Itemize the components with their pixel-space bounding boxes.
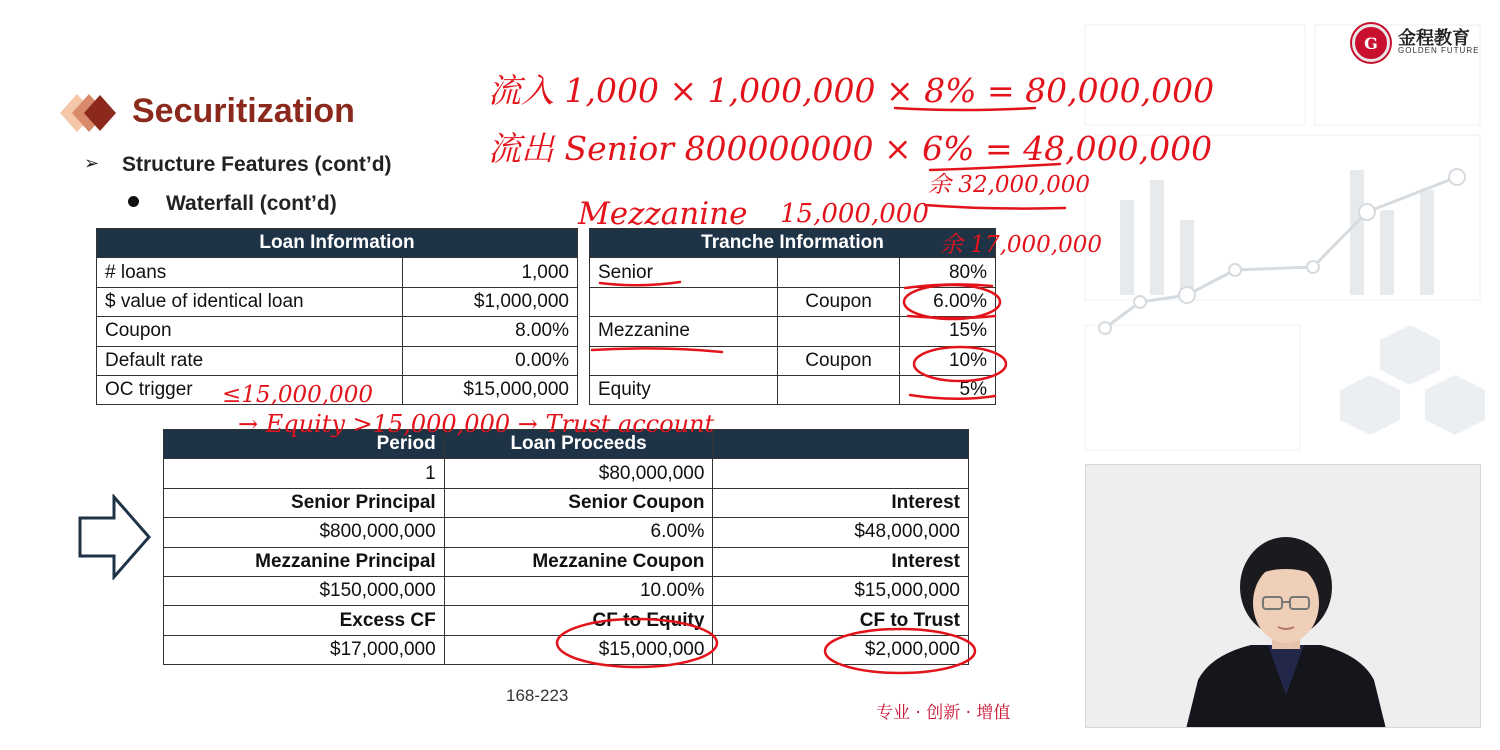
annotation-mezz-amount: 15,000,000 [780,199,929,229]
tranche-attr [778,375,900,404]
presenter-figure-icon [1086,465,1481,728]
mezzanine-interest-value: $15,000,000 [713,576,969,605]
logo-mark-icon: G [1352,24,1390,62]
presenter-webcam [1085,464,1481,728]
tranche-name: Senior [590,258,778,287]
loan-value: 0.00% [403,346,578,375]
waterfall-table [163,429,969,665]
mezzanine-coupon-value: 10.00% [444,576,713,605]
brand-slogan: 专业 · 创新 · 增值 [876,703,1011,723]
annotation-senior-outflow: 流出 Senior 800000000 × 6% = 48,000,000 [488,129,1213,168]
loan-information-table [96,228,578,405]
loan-label: Default rate [97,346,403,375]
mezzanine-interest-label: Interest [713,547,969,576]
table-row [164,635,969,664]
table-row [164,606,969,635]
tranche-value: 15% [900,317,996,346]
tranche-name: Equity [590,375,778,404]
table-row [590,287,996,316]
bullet-arrow-icon: ➢ [84,153,100,173]
annotation-mezzanine: Mezzanine [578,196,748,232]
table-row [164,459,969,488]
sub-heading: Waterfall (cont’d) [166,192,337,215]
table-row [97,375,578,404]
table-row [590,346,996,375]
logo-text-en: GOLDEN FUTURE [1398,46,1480,55]
excess-cf-value: $17,000,000 [164,635,445,664]
table-row [97,346,578,375]
table-row [164,518,969,547]
senior-interest-value: $48,000,000 [713,518,969,547]
table-row [590,258,996,287]
tranche-value: 10% [900,346,996,375]
loan-label: OC trigger [97,375,403,404]
bullet-dot-icon [128,196,139,207]
senior-interest-label: Interest [713,488,969,517]
tranche-attr: Coupon [778,346,900,375]
loan-label: Coupon [97,317,403,346]
loan-label: $ value of identical loan [97,287,403,316]
cf-to-equity-value: $15,000,000 [444,635,713,664]
tranche-value: 80% [900,258,996,287]
loan-proceeds-value: $80,000,000 [444,459,713,488]
senior-coupon-label: Senior Coupon [444,488,713,517]
table-row [590,375,996,404]
section-heading: Structure Features (cont’d) [122,153,392,176]
logo-text-cn: 金程教育 [1398,28,1470,49]
senior-principal-label: Senior Principal [164,488,445,517]
tranche-value: 5% [900,375,996,404]
page-number: 168-223 [506,686,569,705]
tranche-information-table [589,228,996,405]
mezzanine-principal-value: $150,000,000 [164,576,445,605]
loan-proceeds-header: Loan Proceeds [444,430,713,459]
senior-coupon-value: 6.00% [444,518,713,547]
tranche-name [590,287,778,316]
mezzanine-coupon-label: Mezzanine Coupon [444,547,713,576]
table-row [97,287,578,316]
annotation-remain-2: 余 17,000,000 [940,232,1102,258]
tranche-attr [778,317,900,346]
tranche-attr [778,258,900,287]
blank-header [713,430,969,459]
tranche-table-header: Tranche Information [590,229,996,258]
brand-logo [1352,22,1492,62]
tranche-name [590,346,778,375]
blank-cell [713,459,969,488]
annotation-oc-trigger: ≤15,000,000 [222,382,373,408]
cf-to-trust-label: CF to Trust [713,606,969,635]
table-row [97,317,578,346]
tranche-attr: Coupon [778,287,900,316]
cf-to-trust-value: $2,000,000 [713,635,969,664]
excess-cf-label: Excess CF [164,606,445,635]
tranche-value: 6.00% [900,287,996,316]
loan-value: $1,000,000 [403,287,578,316]
table-row [164,547,969,576]
table-row [164,488,969,517]
mezzanine-principal-label: Mezzanine Principal [164,547,445,576]
cf-to-equity-label: CF to Equity [444,606,713,635]
tranche-name: Mezzanine [590,317,778,346]
annotation-remain-1: 余 32,000,000 [928,172,1090,198]
title-diamonds-icon [38,88,118,138]
loan-value: 8.00% [403,317,578,346]
senior-principal-value: $800,000,000 [164,518,445,547]
loan-value: $15,000,000 [403,375,578,404]
period-header: Period [164,430,445,459]
table-row [590,317,996,346]
table-row [97,258,578,287]
period-value: 1 [164,459,445,488]
slide-title: Securitization [132,92,355,130]
loan-label: # loans [97,258,403,287]
annotation-inflow: 流入 1,000 × 1,000,000 × 8% = 80,000,000 [488,71,1215,110]
loan-value: 1,000 [403,258,578,287]
table-row [164,576,969,605]
background-infographic [1080,20,1490,460]
annotation-equity-trust: → Equity >15,000,000 → Trust account [238,410,715,438]
loan-table-header: Loan Information [97,229,578,258]
right-arrow-icon [78,494,152,580]
